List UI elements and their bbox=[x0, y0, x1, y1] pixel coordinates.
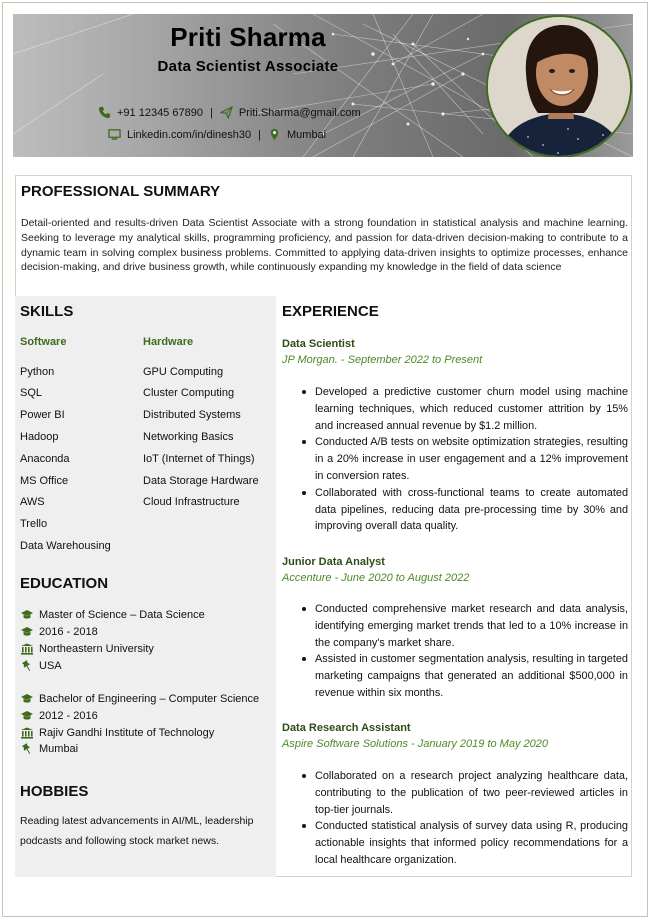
education-years bbox=[20, 710, 98, 722]
bullet-item: Conducted A/B tests on website optimization strategies, resulting in a 20% increase in user engagement and a 12% improvement in conversion rates. bbox=[300, 434, 628, 484]
education-place bbox=[20, 743, 78, 755]
hardware-subheading: Hardware bbox=[143, 336, 194, 348]
contact-row-1 bbox=[98, 106, 361, 119]
hobbies-heading: HOBBIES bbox=[20, 783, 89, 800]
education-degree bbox=[20, 693, 259, 705]
skill-software: AWS bbox=[20, 496, 45, 508]
job-title: Junior Data Analyst bbox=[282, 556, 385, 568]
education-place bbox=[20, 660, 62, 672]
education-heading: EDUCATION bbox=[20, 575, 109, 592]
job-bullets bbox=[300, 768, 628, 869]
degree-text: Bachelor of Engineering – Computer Science bbox=[39, 693, 260, 705]
hobbies-text: Reading latest advancements in AI/ML, leadership podcasts and following stock market news. bbox=[20, 815, 254, 847]
skill-software: Trello bbox=[20, 518, 48, 530]
skill-hardware: Cloud Infrastructure bbox=[143, 496, 240, 508]
linkedin-link[interactable]: Linkedin.com/in/dinesh30 bbox=[127, 128, 252, 141]
summary-heading: PROFESSIONAL SUMMARY bbox=[21, 183, 221, 200]
experience-section bbox=[276, 296, 632, 877]
send-icon bbox=[220, 106, 233, 119]
summary-text: Detail-oriented and results-driven Data Scientist Associate with a strong foundation in statistical analysis and machine learning. Seeking to leverage my analytical skills, programming proficiency, and passion for data-driven decision-making to contribute to a dynamic team in solving complex business problems. Committed to applying data-driven insights to optimize processes, enhance decision-making, and drive business growth, while continuously expanding my knowledge in the field of data science bbox=[21, 217, 628, 274]
email-link[interactable]: Priti.Sharma@gmail.com bbox=[238, 106, 361, 119]
institution-icon bbox=[20, 727, 34, 739]
education-school bbox=[20, 643, 154, 655]
job-title: Data Scientist bbox=[282, 338, 355, 350]
skill-software: Power BI bbox=[20, 409, 65, 421]
place-text: Mumbai bbox=[39, 743, 79, 755]
candidate-title: Data Scientist Associate bbox=[157, 58, 339, 75]
graduation-cap-icon bbox=[20, 609, 34, 621]
school-text: Northeastern University bbox=[39, 643, 154, 655]
place-text: USA bbox=[39, 660, 62, 672]
degree-text: Master of Science – Data Science bbox=[39, 609, 205, 621]
education-years bbox=[20, 626, 98, 638]
skill-software: Hadoop bbox=[20, 431, 59, 443]
location-text: Mumbai bbox=[287, 128, 327, 141]
left-column bbox=[15, 296, 276, 877]
skill-software: SQL bbox=[20, 387, 43, 399]
skill-software: Anaconda bbox=[20, 453, 70, 465]
contact-separator: | bbox=[209, 106, 213, 119]
job-company: Aspire Software Solutions - January 2019 to May 2020 bbox=[282, 738, 548, 750]
job-title: Data Research Assistant bbox=[282, 722, 411, 734]
job-company: JP Morgan. - September 2022 to Present bbox=[282, 354, 483, 366]
skill-software: MS Office bbox=[20, 475, 69, 487]
years-text: 2016 - 2018 bbox=[39, 626, 98, 638]
bullet-item: Collaborated on a research project analyzing healthcare data, contributing to the publication of two peer-reviewed articles in top-tier journals. bbox=[300, 768, 628, 818]
monitor-icon bbox=[108, 128, 121, 141]
school-text: Rajiv Gandhi Institute of Technology bbox=[39, 727, 215, 739]
job-bullets bbox=[300, 384, 628, 535]
resume-header bbox=[13, 14, 633, 157]
bullet-item: Conducted statistical analysis of survey data using R, producing actionable insights that informed policy recommendations for a local healthcare organization. bbox=[300, 818, 628, 868]
skill-hardware: GPU Computing bbox=[143, 366, 224, 378]
location-pin-icon bbox=[268, 128, 281, 141]
profile-photo bbox=[486, 15, 632, 157]
graduation-cap-icon bbox=[20, 626, 34, 638]
pin-icon bbox=[20, 743, 34, 755]
pin-icon bbox=[20, 660, 34, 672]
bullet-item: Conducted comprehensive market research and data analysis, identifying emerging market trends that led to a 10% increase in the company's market share. bbox=[300, 601, 628, 651]
phone-number[interactable]: +91 12345 67890 bbox=[117, 106, 203, 119]
bullet-item: Collaborated with cross-functional teams to create automated data pipelines, reducing data pre-processing time by 30% and improving overall data quality. bbox=[300, 485, 628, 535]
job-company: Accenture - June 2020 to August 2022 bbox=[282, 572, 470, 584]
education-school bbox=[20, 727, 214, 739]
skill-hardware: Distributed Systems bbox=[143, 409, 241, 421]
education-degree bbox=[20, 609, 205, 621]
skills-heading: SKILLS bbox=[20, 303, 74, 320]
institution-icon bbox=[20, 643, 34, 655]
bullet-item: Developed a predictive customer churn model using machine learning techniques, which reduced customer attrition by 15% and increased annual revenue by $1.2 million. bbox=[300, 384, 628, 434]
professional-summary-section bbox=[15, 175, 632, 296]
contact-row-2 bbox=[108, 128, 326, 141]
years-text: 2012 - 2016 bbox=[39, 710, 98, 722]
skill-hardware: Networking Basics bbox=[143, 431, 234, 443]
graduation-cap-icon bbox=[20, 693, 34, 705]
contact-separator: | bbox=[258, 128, 261, 141]
skill-hardware: IoT (Internet of Things) bbox=[143, 453, 255, 465]
job-bullets bbox=[300, 601, 628, 702]
experience-heading: EXPERIENCE bbox=[282, 303, 379, 320]
skill-software: Data Warehousing bbox=[20, 540, 111, 552]
phone-icon bbox=[98, 106, 111, 119]
skill-software: Python bbox=[20, 366, 55, 378]
candidate-name: Priti Sharma bbox=[170, 22, 326, 52]
software-subheading: Software bbox=[20, 336, 67, 348]
bullet-item: Assisted in customer segmentation analysis, resulting in targeted marketing campaigns that generated an additional $500,000 in revenue within six months. bbox=[300, 651, 628, 701]
graduation-cap-icon bbox=[20, 710, 34, 722]
skill-hardware: Cluster Computing bbox=[143, 387, 235, 399]
skill-hardware: Data Storage Hardware bbox=[143, 475, 259, 487]
